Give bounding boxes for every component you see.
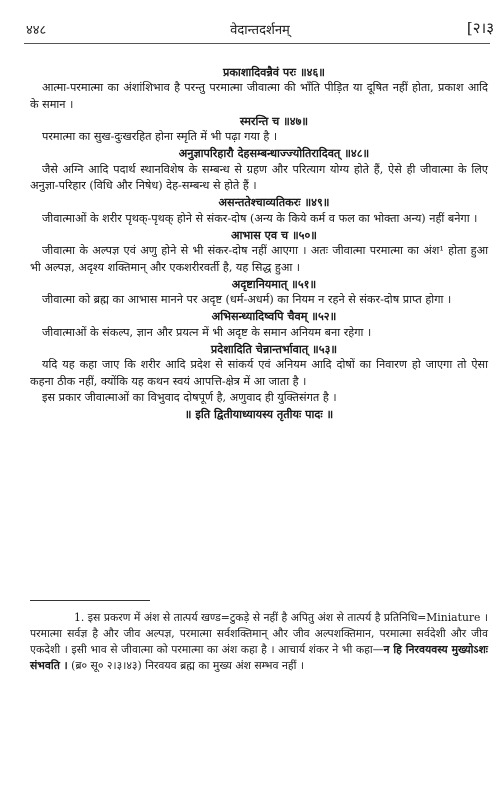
footnote-tail: (ब्र० सू० २।३।४३) निरवयव ब्रह्म का मुख्य अंश सम्भव नहीं ।: [67, 659, 304, 672]
sutra-46: प्रकाशादिवन्नैवं परः ॥४६॥: [222, 65, 326, 79]
paragraph: जीवात्मा के अल्पज्ञ एवं अणु होने से भी संकर-दोष नहीं आएगा । अतः जीवात्मा परमात्मा का अंश¹ होता हुआ भी अल्पज्ञ, अदृश्य शक्तिमान् और एकशरीरवर्ती है, यह सिद्ध हुआ ।: [30, 244, 488, 274]
section-marker: [२।३: [466, 19, 494, 37]
sutra-49: असन्ततेश्चाव्यतिकरः ॥४९॥: [218, 195, 330, 210]
footnote: [30, 610, 488, 674]
footnote-rule: [30, 600, 150, 601]
paragraph: जीवात्माओं के शरीर पृथक्-पृथक् होने से संकर-दोष (अन्य के किये कर्म व फल का भोक्ता अन्य) नहीं बनेगा ।: [42, 211, 478, 225]
main-text: [30, 64, 488, 423]
header-rule: [24, 43, 490, 44]
sutra-53: प्रदेशादिति चेन्नान्तर्भावात् ॥५३॥: [210, 342, 338, 357]
footnote-text: [30, 610, 488, 674]
paragraph: यदि यह कहा जाए कि शरीर आदि प्रदेश से सांकर्य एवं अनियम आदि दोषों का निवारण हो जाएगा तो ऐसा कहना ठीक नहीं, क्योंकि यह कथन स्वयं आपत्ति-क्षेत्र में आ जाता है ।: [30, 358, 488, 388]
paragraph: आत्मा-परमात्मा का अंशांशिभाव है परन्तु परमात्मा जीवात्मा की भाँति पीड़ित या दूषित नहीं होता, प्रकाश आदि के समान ।: [30, 81, 488, 111]
page-header: [26, 20, 494, 42]
paragraph: जैसे अग्नि आदि पदार्थ स्थानविशेष के सम्बन्ध से ग्रहण और परित्याग योग्य होते हैं, ऐसे ही जीवात्मा के लिए अनुज्ञा-परिहार (विधि और निषेध) देह-सम्बन्ध से होते हैं ।: [30, 162, 488, 193]
sutra-50: आभास एव च ॥५०॥: [231, 227, 317, 242]
footnote-body: 1. इस प्रकरण में अंश से तात्पर्य खण्ड=टुकड़े से नहीं है अपितु अंश से तात्पर्य है प्रतिनिधि=Miniature । परमात्मा सर्वज्ञ है और जीव अल्पज्ञ, परमात्मा सर्वशक्तिमान् और जीव अल्पशक्तिमान, परमात्मा सर्वदेशी और जीव एकदेशी । इसी भाव से जीवात्मा को परमात्मा का अंश कहा है । आचार्य शंकर ने भी कहा—: [30, 611, 488, 656]
paragraph-conclusion: इस प्रकार जीवात्माओं का विभुवाद दोषपूर्ण है, अणुवाद ही युक्तिसंगत है ।: [42, 390, 337, 404]
sutra-47: स्मरन्ति च ॥४७॥: [239, 113, 309, 128]
page-number: ४४८: [26, 23, 47, 38]
footnote-quote: न हि निरवयवस्य मुख्योऽशः संभवति ।: [30, 643, 488, 672]
paragraph: जीवात्माओं के संकल्प, ज्ञान और प्रयत्न में भी अदृष्ट के समान अनियम बना रहेगा ।: [42, 325, 372, 339]
sutra-52: अभिसन्ध्यादिष्वपि चैवम् ॥५२॥: [211, 309, 337, 324]
sutra-51: अदृष्टानियमात् ॥५१॥: [231, 276, 317, 291]
paragraph: जीवात्मा को ब्रह्म का आभास मानने पर अदृष्ट (धर्म-अधर्म) का नियम न रहने से संकर-दोष प्राप्त होगा ।: [42, 293, 452, 307]
paragraph: परमात्मा का सुख-दुःखरहित होना स्मृति में भी पढ़ा गया है ।: [42, 130, 278, 144]
sutra-48: अनुज्ञापरिहारौ देहसम्बन्धाज्ज्योतिरादिवत् ॥४८॥: [178, 146, 370, 161]
chapter-end-line: ॥ इति द्वितीयाध्यायस्य तृतीयः पादः ॥: [184, 407, 334, 422]
running-title: वेदान्तदर्शनम्: [230, 23, 290, 38]
